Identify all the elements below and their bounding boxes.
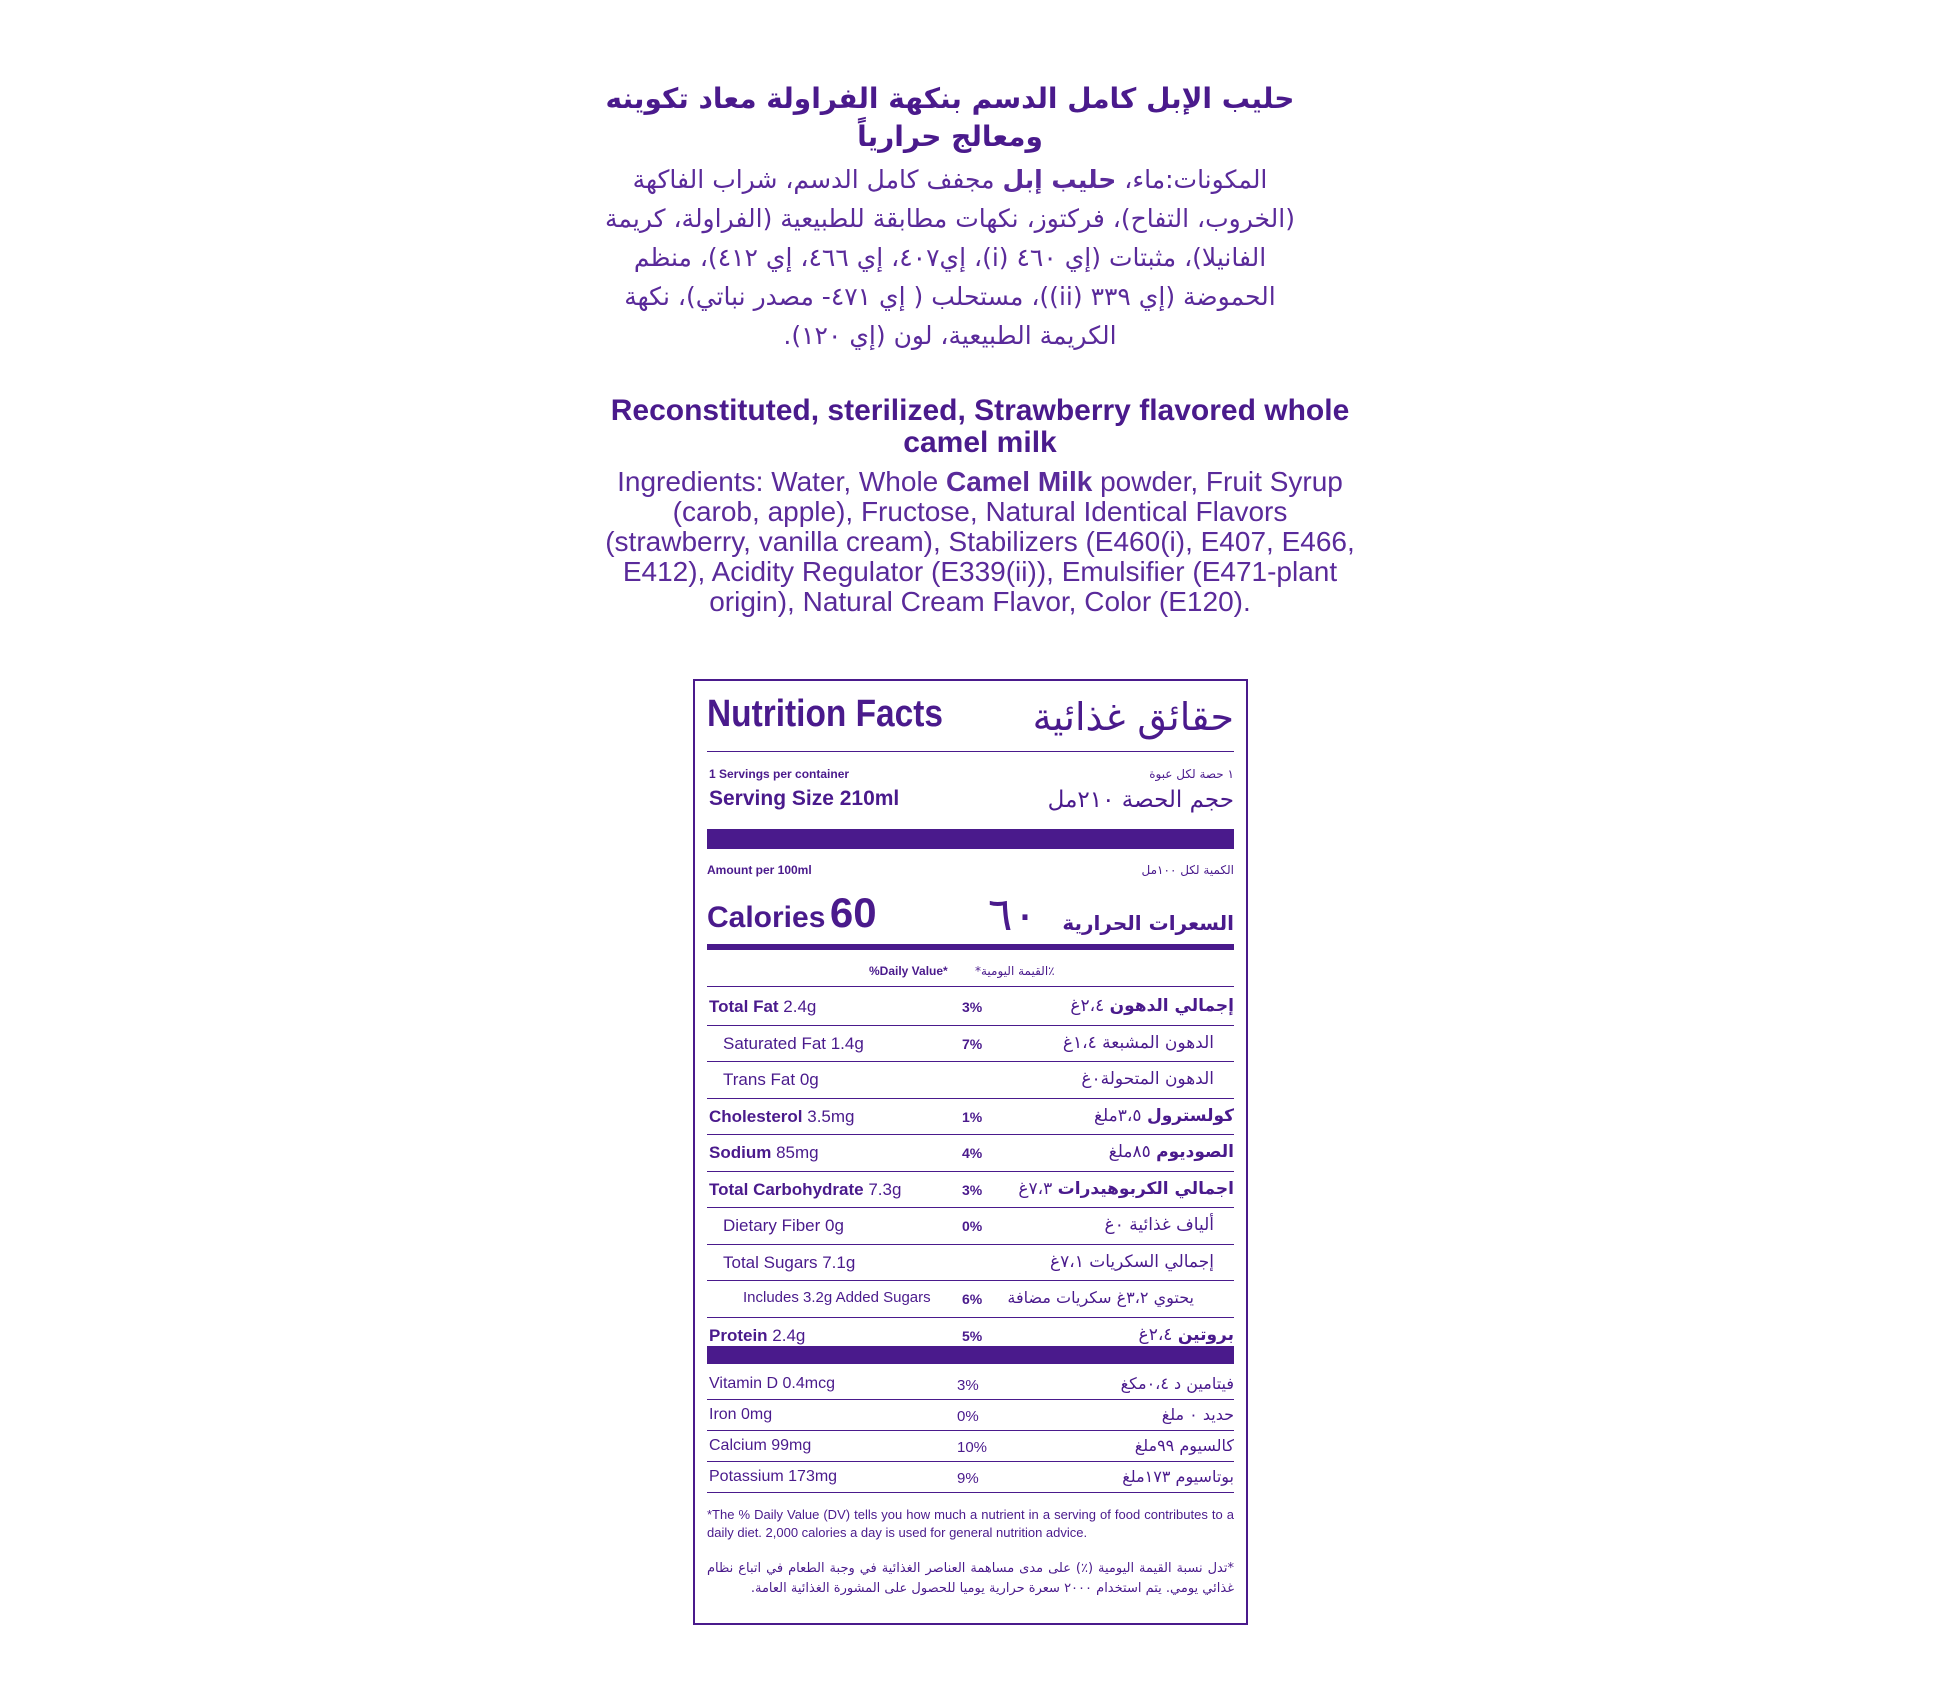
nutrient-amount-en: 85mg bbox=[771, 1143, 819, 1162]
english-ingredients-prefix: Ingredients: Water, Whole bbox=[617, 466, 947, 497]
nutrient-name-ar bbox=[1139, 1325, 1234, 1345]
nutrient-name-en bbox=[723, 1070, 819, 1090]
nutrient-label-en: Total Carbohydrate bbox=[709, 1179, 864, 1199]
nutrient-name-ar bbox=[1007, 1288, 1194, 1307]
nutrient-label-en: Total Fat bbox=[709, 997, 779, 1016]
nutrient-label-ar: بروتين bbox=[1177, 1324, 1234, 1345]
nutrient-name-ar bbox=[1105, 1215, 1214, 1235]
arabic-ingredients-rest: مجفف كامل الدسم، شراب الفاكهة (الخروب، التفاح)، فركتوز، نكهات مطابقة للطبيعية (الفراولة، كريمة الفانيلا)، مثبتات (إي ٤٦٠ (i)، إي٤٠٧، إي ٤٦٦، إي ٤١٢)، منظم الحموضة (إي ٣٣٩ (ii))، مستحلب ( إي ٤٧١- مصدر نباتي)، نكهة الكريمة الطبيعية، لون (إي ١٢٠). bbox=[605, 165, 1295, 350]
nutrient-name-ar bbox=[1081, 1069, 1214, 1089]
nutrient-row bbox=[707, 1208, 1234, 1243]
vitamin-name-en: Potassium 173mg bbox=[709, 1468, 838, 1485]
amount-per-en: Amount per 100ml bbox=[707, 863, 812, 877]
nutrient-daily-value: 1% bbox=[962, 1108, 983, 1125]
nutrient-name-en bbox=[723, 1253, 855, 1273]
calories-value-ar: ٦٠ bbox=[987, 887, 1038, 941]
nutrient-row bbox=[707, 1281, 1234, 1316]
nutrient-amount-ar: إجمالي السكريات ٧،١غ bbox=[1049, 1251, 1214, 1272]
vitamin-row bbox=[707, 1400, 1234, 1430]
footnote-ar: *تدل نسبة القيمة اليومية (٪) على مدى مساهمة العناصر الغذائية في وجبة الطعام في اتباع نظام غذائي يومي. يتم استخدام ٢٠٠٠ سعرة حرارية يوميا للحصول على المشورة الغذائية العامة. bbox=[707, 1561, 1234, 1596]
vitamin-row bbox=[707, 1462, 1234, 1492]
nutrient-amount-en: Includes 3.2g Added Sugars bbox=[743, 1289, 931, 1306]
nutrient-label-ar: كولسترول bbox=[1146, 1105, 1234, 1126]
nutrient-amount-ar: ٢،٤غ bbox=[1070, 996, 1110, 1016]
nutrient-amount-ar: ٧،٣غ bbox=[1018, 1178, 1058, 1199]
nutrient-daily-value: 0% bbox=[962, 1218, 983, 1234]
thick-divider bbox=[707, 1346, 1234, 1364]
amount-per-ar: الكمية لكل ١٠٠مل bbox=[1141, 863, 1234, 877]
divider bbox=[707, 986, 1234, 987]
nutrient-amount-en: 3.5mg bbox=[802, 1106, 855, 1126]
nutrient-row bbox=[707, 1062, 1234, 1097]
arabic-section bbox=[600, 80, 1300, 355]
nutrient-name-en bbox=[709, 1180, 901, 1200]
footnote-en: *The % Daily Value (DV) tells you how much a nutrient in a serving of food contributes to a daily diet. 2,000 calories a day is used for general nutrition advice. bbox=[707, 1507, 1234, 1540]
nutrient-row bbox=[707, 1172, 1234, 1207]
nutrient-amount-ar: يحتوي ٣،٢غ سكريات مضافة bbox=[1007, 1288, 1194, 1307]
nutrient-name-ar bbox=[1018, 1179, 1234, 1199]
serving-size-en: Serving Size 210ml bbox=[709, 787, 900, 810]
divider bbox=[707, 751, 1234, 752]
vitamin-row bbox=[707, 1431, 1234, 1461]
calories-en bbox=[707, 889, 877, 937]
nutrient-name-ar bbox=[1063, 1033, 1214, 1053]
vitamin-row bbox=[707, 1369, 1234, 1399]
vitamin-name-en: Iron 0mg bbox=[709, 1406, 773, 1423]
vitamin-daily-value: 10% bbox=[957, 1439, 988, 1456]
nutrient-name-en bbox=[709, 1107, 855, 1127]
nutrient-daily-value: 3% bbox=[962, 999, 983, 1015]
english-ingredients-highlight: Camel Milk bbox=[946, 466, 1093, 497]
nutrient-name-ar bbox=[1109, 1142, 1234, 1162]
daily-value-header-ar: ٪القيمة اليومية* bbox=[975, 964, 1055, 978]
arabic-product-title: حليب الإبل كامل الدسم بنكهة الفراولة معاد تكوينه ومعالج حرارياً bbox=[605, 82, 1295, 153]
nutrient-label-ar: الصوديوم bbox=[1156, 1142, 1234, 1162]
nutrient-amount-ar: الدهون المتحولة٠غ bbox=[1081, 1069, 1214, 1089]
nutrient-name-en bbox=[723, 1034, 864, 1054]
nutrient-daily-value: 7% bbox=[962, 1035, 983, 1052]
vitamin-daily-value: 9% bbox=[957, 1470, 979, 1487]
nutrient-amount-en: Dietary Fiber 0g bbox=[723, 1216, 844, 1235]
servings-per-container-en: 1 Servings per container bbox=[709, 767, 850, 781]
serving-size-ar: حجم الحصة ٢١٠مل bbox=[1047, 787, 1234, 813]
english-ingredients-rest: powder, Fruit Syrup (carob, apple), Fructose, Natural Identical Flavors (strawberry, vanilla cream), Stabilizers (E460(i), E407, E466, E412), Acidity Regulator (E339(ii)), Emulsifier (E471-plant origin), Natural Cream Flavor, Color (E120). bbox=[605, 466, 1355, 617]
nutrient-amount-en: 2.4g bbox=[767, 1325, 806, 1345]
arabic-ingredients-prefix: المكونات:ماء، bbox=[1116, 165, 1268, 194]
english-ingredients bbox=[600, 467, 1360, 617]
nutrient-amount-en: Trans Fat 0g bbox=[723, 1070, 819, 1089]
nutrient-name-en bbox=[709, 1326, 805, 1346]
nutrient-name-ar bbox=[1050, 1252, 1214, 1272]
vitamin-daily-value: 3% bbox=[957, 1377, 979, 1394]
divider bbox=[707, 1492, 1234, 1493]
nutrient-name-en bbox=[709, 1143, 819, 1163]
nutrient-amount-ar: ٨٥ملغ bbox=[1108, 1142, 1157, 1162]
nutrient-amount-ar: ٣،٥ملغ bbox=[1093, 1105, 1147, 1126]
vitamin-name-ar: حديد ٠ ملغ bbox=[1161, 1405, 1234, 1424]
vitamin-name-ar: بوتاسيوم ١٧٣ملغ bbox=[1122, 1467, 1234, 1486]
nutrient-row bbox=[707, 1135, 1234, 1170]
nutrient-amount-en: 2.4g bbox=[778, 997, 817, 1016]
nutrient-daily-value: 5% bbox=[962, 1327, 983, 1344]
nutrient-amount-ar: ألياف غذائية ٠غ bbox=[1104, 1215, 1214, 1235]
nutrient-daily-value: 4% bbox=[962, 1145, 983, 1161]
nutrient-label-en: Protein bbox=[709, 1325, 768, 1345]
thick-divider bbox=[707, 829, 1234, 849]
calories-ar bbox=[988, 887, 1234, 941]
vitamin-name-en: Calcium 99mg bbox=[709, 1437, 812, 1454]
nutrition-facts-title-ar: حقائق غذائية bbox=[1032, 695, 1234, 739]
nutrient-label-en: Sodium bbox=[709, 1143, 772, 1162]
calories-value-en: 60 bbox=[829, 889, 877, 936]
nutrient-daily-value: 3% bbox=[962, 1181, 983, 1198]
nutrient-row bbox=[707, 989, 1234, 1024]
vitamin-name-en: Vitamin D 0.4mcg bbox=[709, 1375, 835, 1392]
english-product-title: Reconstituted, sterilized, Strawberry flavored whole camel milk bbox=[610, 394, 1350, 459]
vitamin-name-ar: كالسيوم ٩٩ملغ bbox=[1134, 1436, 1234, 1455]
nutrient-row bbox=[707, 1099, 1234, 1134]
english-section bbox=[600, 395, 1360, 617]
nutrient-name-en bbox=[723, 1216, 844, 1236]
nutrient-amount-en: Total Sugars 7.1g bbox=[723, 1252, 856, 1272]
calories-label-en: Calories bbox=[707, 901, 826, 934]
calories-label-ar: السعرات الحرارية bbox=[1062, 911, 1234, 935]
nutrition-facts-title-en: Nutrition Facts bbox=[707, 693, 943, 735]
nutrient-amount-en: 7.3g bbox=[863, 1179, 902, 1199]
nutrient-name-ar bbox=[1070, 996, 1234, 1016]
servings-per-container-ar: ١ حصة لكل عبوة bbox=[1149, 767, 1234, 781]
nutrient-amount-ar: ٢،٤غ bbox=[1138, 1324, 1178, 1345]
nutrient-row bbox=[707, 1026, 1234, 1061]
nutrition-facts-panel bbox=[693, 679, 1248, 1625]
nutrient-amount-ar: الدهون المشبعة ١،٤غ bbox=[1062, 1032, 1214, 1053]
medium-divider bbox=[707, 944, 1234, 950]
vitamin-daily-value: 0% bbox=[957, 1408, 979, 1425]
nutrient-label-en: Cholesterol bbox=[709, 1106, 803, 1126]
nutrient-name-ar bbox=[1094, 1106, 1234, 1126]
daily-value-header-en: %Daily Value* bbox=[869, 964, 948, 978]
nutrient-amount-en: Saturated Fat 1.4g bbox=[723, 1033, 864, 1053]
nutrient-name-en bbox=[743, 1289, 931, 1306]
nutrient-label-ar: إجمالي الدهون bbox=[1109, 996, 1234, 1016]
nutrient-label-ar: اجمالي الكربوهيدرات bbox=[1057, 1178, 1234, 1199]
nutrient-name-en bbox=[709, 997, 816, 1017]
arabic-ingredients-highlight: حليب إبل bbox=[1002, 165, 1117, 194]
nutrient-daily-value: 6% bbox=[962, 1291, 983, 1307]
nutrient-row bbox=[707, 1245, 1234, 1280]
vitamin-name-ar: فيتامين د ٠،٤مكغ bbox=[1120, 1374, 1234, 1393]
arabic-ingredients bbox=[600, 160, 1300, 355]
